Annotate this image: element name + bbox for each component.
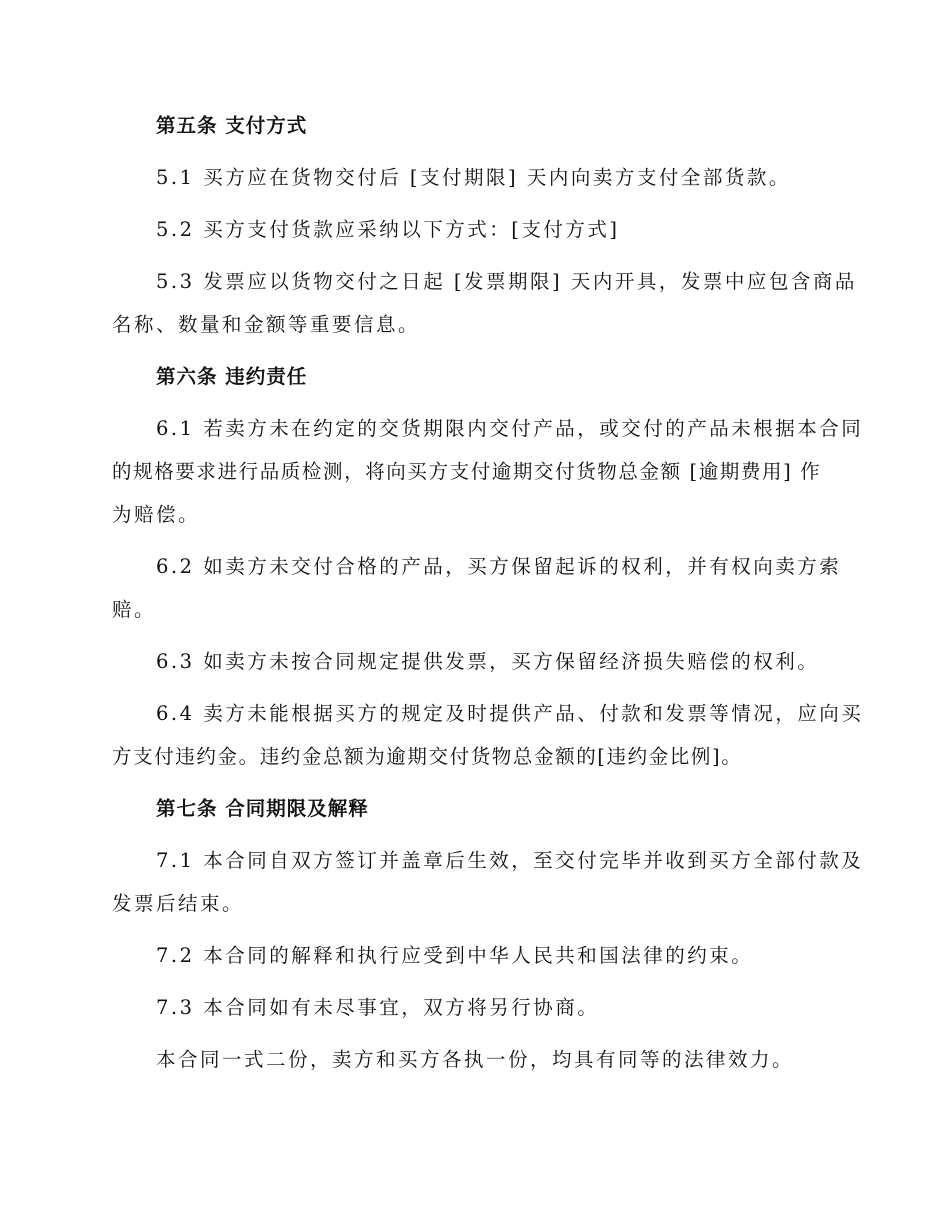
paragraph-6-1-line-1: 6.1 若卖方未在约定的交货期限内交付产品，或交付的产品未根据本合同	[156, 417, 864, 440]
paragraph-6-1-line-3: 为赔偿。	[112, 503, 201, 526]
section-heading-7: 第七条 合同期限及解释	[156, 797, 369, 820]
section-heading-5: 第五条 支付方式	[156, 114, 308, 137]
paragraph-6-4-line-2: 方支付违约金。违约金总额为逾期交付货物总金额的[违约金比例]。	[112, 745, 743, 768]
paragraph-6-2-line-2: 赔。	[112, 598, 157, 621]
paragraph-7-1-line-1: 7.1 本合同自双方签订并盖章后生效，至交付完毕并收到买方全部付款及	[156, 849, 864, 872]
paragraph-5-3-line-2: 名称、数量和金额等重要信息。	[112, 313, 421, 336]
paragraph-6-2-line-1: 6.2 如卖方未交付合格的产品，买方保留起诉的权利，并有权向卖方索	[156, 555, 842, 578]
closing-paragraph: 本合同一式二份，卖方和买方各执一份，均具有同等的法律效力。	[156, 1048, 795, 1071]
paragraph-6-3: 6.3 如卖方未按合同规定提供发票，买方保留经济损失赔偿的权利。	[156, 650, 820, 673]
paragraph-5-3-line-1: 5.3 发票应以货物交付之日起 [发票期限] 天内开具，发票中应包含商品	[156, 270, 857, 293]
paragraph-6-4-line-1: 6.4 卖方未能根据买方的规定及时提供产品、付款和发票等情况，应向买	[156, 702, 864, 725]
section-heading-6: 第六条 违约责任	[156, 365, 308, 388]
paragraph-7-1-line-2: 发票后结束。	[112, 892, 245, 915]
paragraph-5-1: 5.1 买方应在货物交付后 [支付期限] 天内向卖方支付全部货款。	[156, 166, 791, 189]
paragraph-7-2: 7.2 本合同的解释和执行应受到中华人民共和国法律的约束。	[156, 944, 754, 967]
paragraph-5-2: 5.2 买方支付货款应采纳以下方式：[支付方式]	[156, 218, 620, 241]
paragraph-7-3: 7.3 本合同如有未尽事宜，双方将另行协商。	[156, 996, 600, 1019]
paragraph-6-1-line-2: 的规格要求进行品质检测，将向买方支付逾期交付货物总金额 [逾期费用] 作	[112, 460, 822, 483]
